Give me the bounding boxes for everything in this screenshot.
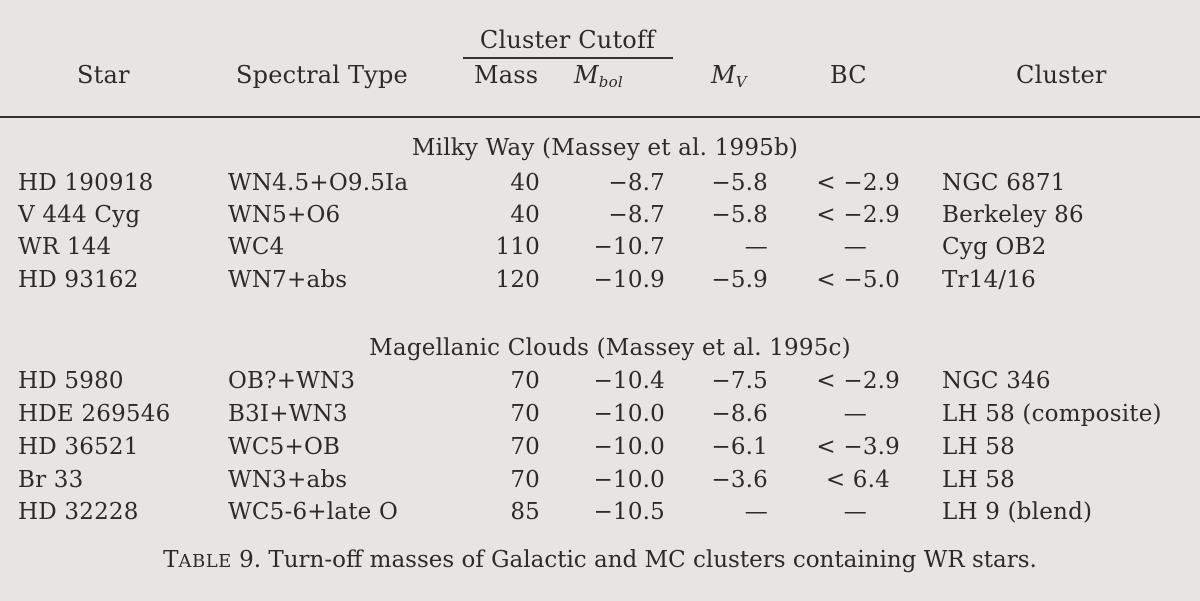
cell-cluster: Berkeley 86 <box>942 202 1084 228</box>
cell-mass: 40 <box>510 202 540 228</box>
cell-cluster: LH 58 <box>942 467 1015 493</box>
cell-mv: −6.1 <box>711 434 768 460</box>
cell-cluster: NGC 346 <box>942 368 1051 394</box>
cell-mass: 110 <box>495 234 540 260</box>
cell-mass: 70 <box>510 467 540 493</box>
cell-star: HD 32228 <box>18 499 139 525</box>
header-group-cluster-cutoff: Cluster Cutoff <box>479 26 656 54</box>
header-star: Star <box>77 61 130 89</box>
cell-mbol: −10.5 <box>593 499 665 525</box>
cell-bc: < −2.9 <box>816 170 900 196</box>
cell-mv: −8.6 <box>711 401 768 427</box>
cell-bc: < 6.4 <box>825 467 890 493</box>
cell-mv: — <box>744 234 768 260</box>
header-cluster: Cluster <box>1016 61 1107 89</box>
header-rule <box>0 116 1200 118</box>
cell-star: HD 190918 <box>18 170 154 196</box>
cell-star: HD 5980 <box>18 368 124 394</box>
cell-cluster: Cyg OB2 <box>942 234 1047 260</box>
cell-spectral-type: B3I+WN3 <box>228 401 348 427</box>
table-caption <box>0 546 1200 576</box>
section-title-magellanic-clouds: Magellanic Clouds (Massey et al. 1995c) <box>369 335 851 361</box>
cell-mv: −3.6 <box>711 467 768 493</box>
cell-mbol: −8.7 <box>608 202 665 228</box>
cell-mbol: −10.0 <box>593 434 665 460</box>
header-mass: Mass <box>474 61 539 89</box>
caption-label-first: T <box>163 547 179 573</box>
cell-bc: — <box>843 499 867 525</box>
header-mbol-sub: bol <box>598 73 623 91</box>
header-mv-main: M <box>711 61 736 89</box>
cell-bc: < −2.9 <box>816 202 900 228</box>
cell-spectral-type: WN5+O6 <box>228 202 341 228</box>
caption-number: 9. <box>239 547 262 573</box>
cell-mv: −5.8 <box>711 170 768 196</box>
cell-mass: 85 <box>510 499 540 525</box>
cell-cluster: LH 58 <box>942 434 1015 460</box>
cell-bc: < −3.9 <box>816 434 900 460</box>
cell-spectral-type: WC4 <box>228 234 285 260</box>
header-mbol <box>574 61 623 96</box>
cell-mv: −7.5 <box>711 368 768 394</box>
cell-bc: < −2.9 <box>816 368 900 394</box>
header-group-rule <box>463 57 673 59</box>
cell-star: Br 33 <box>18 467 84 493</box>
cell-spectral-type: WC5-6+late O <box>228 499 399 525</box>
cell-cluster: LH 58 (composite) <box>942 401 1162 427</box>
header-bc: BC <box>830 61 867 89</box>
cell-mass: 70 <box>510 401 540 427</box>
cell-star: WR 144 <box>18 234 112 260</box>
cell-star: HD 36521 <box>18 434 139 460</box>
cell-mbol: −10.0 <box>593 401 665 427</box>
cell-spectral-type: WC5+OB <box>228 434 341 460</box>
cell-spectral-type: WN3+abs <box>228 467 348 493</box>
cell-mbol: −10.4 <box>593 368 665 394</box>
cell-spectral-type: OB?+WN3 <box>228 368 356 394</box>
header-mv <box>711 61 747 96</box>
cell-star: V 444 Cyg <box>18 202 141 228</box>
caption-label-rest: ABLE <box>178 551 232 572</box>
cell-mass: 70 <box>510 368 540 394</box>
cell-mbol: −10.7 <box>593 234 665 260</box>
cell-bc: — <box>843 401 867 427</box>
cell-star: HD 93162 <box>18 267 139 293</box>
cell-mass: 120 <box>495 267 540 293</box>
cell-spectral-type: WN4.5+O9.5Ia <box>228 170 409 196</box>
cell-mv: −5.9 <box>711 267 768 293</box>
cell-bc: — <box>843 234 867 260</box>
cell-mv: −5.8 <box>711 202 768 228</box>
cell-mass: 40 <box>510 170 540 196</box>
cell-mbol: −8.7 <box>608 170 665 196</box>
cell-star: HDE 269546 <box>18 401 171 427</box>
header-mbol-main: M <box>574 61 599 89</box>
header-spectral-type: Spectral Type <box>236 61 408 89</box>
caption-text: Turn-off masses of Galactic and MC clusters containing WR stars. <box>268 547 1037 573</box>
header-mv-sub: V <box>735 73 747 91</box>
cell-mbol: −10.9 <box>593 267 665 293</box>
cell-cluster: NGC 6871 <box>942 170 1066 196</box>
cell-mbol: −10.0 <box>593 467 665 493</box>
cell-cluster: Tr14/16 <box>942 267 1037 293</box>
cell-bc: < −5.0 <box>816 267 900 293</box>
section-title-milky-way: Milky Way (Massey et al. 1995b) <box>411 135 799 161</box>
cell-mv: — <box>744 499 768 525</box>
cell-spectral-type: WN7+abs <box>228 267 348 293</box>
cell-cluster: LH 9 (blend) <box>942 499 1093 525</box>
cell-mass: 70 <box>510 434 540 460</box>
